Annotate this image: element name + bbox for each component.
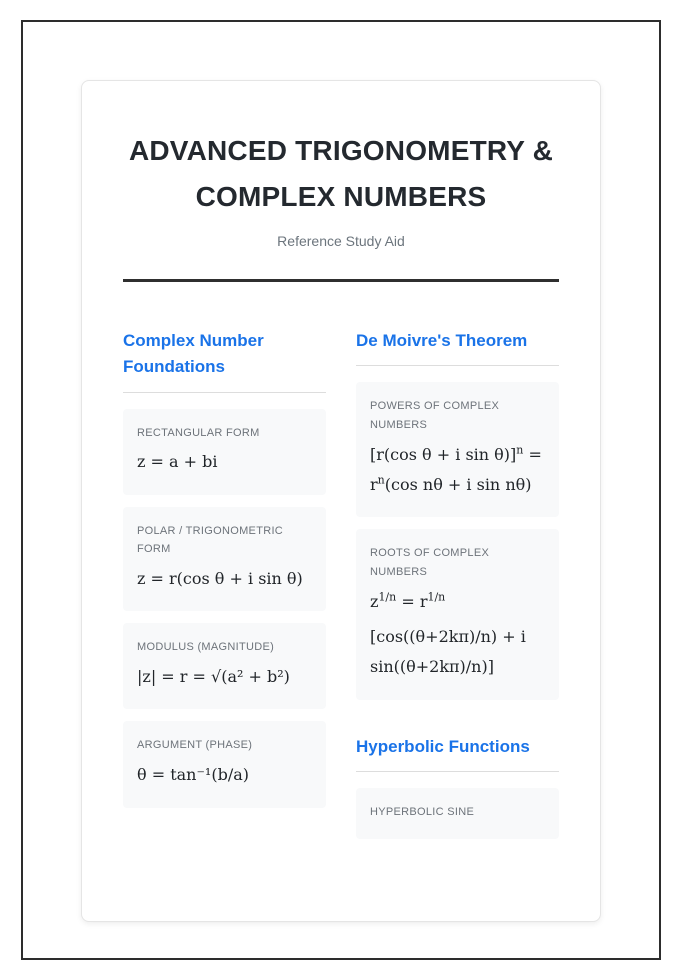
formula-text: z = r(cos θ + i sin θ) [137, 568, 303, 588]
two-column-layout [123, 328, 559, 851]
formula-card-roots [356, 529, 559, 700]
formula-text-line1: $z^{1/n} = r^{1/n}$ [370, 590, 446, 611]
formula-label: RECTANGULAR FORM [137, 426, 260, 439]
card-list [356, 382, 559, 700]
card-list [356, 788, 559, 839]
page-title: ADVANCED TRIGONOMETRY & COMPLEX NUMBERS [128, 135, 554, 212]
card-list [123, 409, 326, 808]
formula-text: θ = tan⁻¹(b/a) [137, 765, 249, 785]
section-heading-de-moivre: De Moivre's Theorem [356, 328, 559, 366]
section-complex-foundations [123, 328, 326, 808]
page-subtitle: Reference Study Aid [277, 232, 405, 249]
formula-text-line2: [cos((θ+2kπ)/n) + i sin((θ+2kπ)/n)] [370, 627, 526, 677]
formula-label: POLAR / TRIGONOMETRIC FORM [137, 524, 284, 556]
study-aid-card [81, 80, 601, 922]
formula-label: HYPERBOLIC SINE [370, 806, 475, 819]
formula-card-polar-form [123, 507, 326, 612]
section-heading-complex-foundations: Complex Number Foundations [123, 328, 326, 393]
section-heading-hyperbolic: Hyperbolic Functions [356, 734, 559, 772]
formula-card-rectangular-form [123, 409, 326, 495]
section-de-moivre [356, 328, 559, 700]
formula-text: z = a + bi [137, 452, 218, 472]
page-border-frame [21, 20, 661, 960]
formula-label: ARGUMENT (PHASE) [137, 739, 253, 752]
formula-label: MODULUS (MAGNITUDE) [137, 641, 275, 654]
formula-card-powers [356, 382, 559, 517]
right-column [356, 328, 559, 851]
formula-card-argument [123, 721, 326, 807]
formula-label: ROOTS OF COMPLEX NUMBERS [370, 547, 490, 578]
formula-text: [r(cos θ + i $\sin \theta)]^n = r^n(\cos$ nθ + i sin nθ) [370, 443, 542, 494]
formula-text: |z| = r = √(a² + b²) [137, 667, 290, 687]
formula-card-modulus [123, 623, 326, 709]
formula-card-hyperbolic-sine [356, 788, 559, 839]
section-hyperbolic [356, 734, 559, 839]
left-column [123, 328, 326, 851]
title-divider [123, 279, 559, 282]
formula-label: POWERS OF COMPLEX NUMBERS [370, 400, 500, 431]
